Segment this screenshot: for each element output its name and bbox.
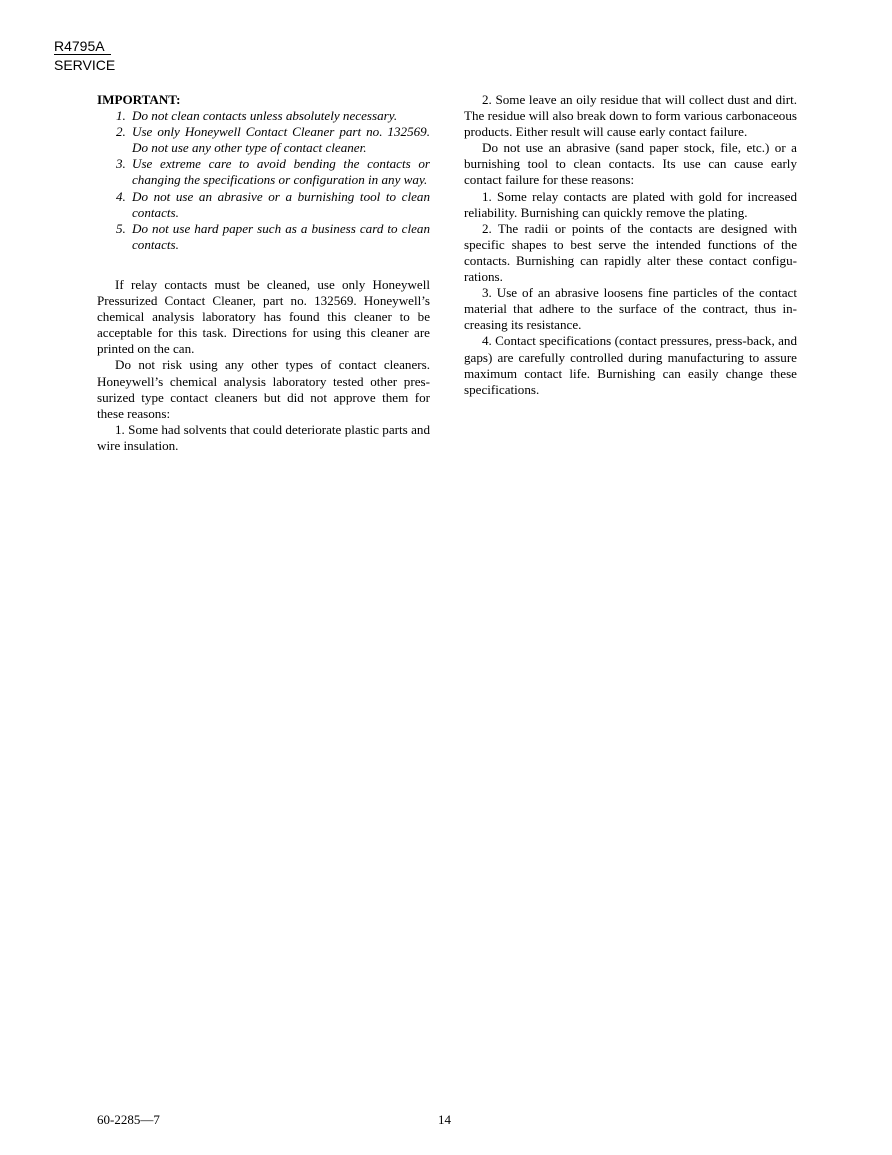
left-column [97, 92, 430, 454]
body-paragraph: 2. Some leave an oily residue that will collect dust and dirt. The residue will also break down to form various carbonaceous products. Either result will cause early contact failure. [464, 92, 797, 140]
model-number: R4795A [54, 39, 111, 55]
important-item: 1. Do not clean contacts unless absolutely necessary. [116, 108, 398, 124]
important-list [97, 108, 430, 253]
important-item: 3. Use extreme care to avoid bending the contacts or changing the specifications or configuration in any way. [116, 156, 430, 188]
document-number: 60-2285—7 [97, 1112, 160, 1127]
body-paragraph: 1. Some relay contacts are plated with gold for increased reliability. Burnishing can quickly remove the plating. [464, 188, 797, 220]
body-paragraph: 4. Contact specifications (contact pressures, press-back, and gaps) are carefully controlled during manufacturing to assure maximum contact life. Burnishing can easily change these specifications. [464, 333, 797, 397]
important-item: 2. Use only Honeywell Contact Cleaner part no. 132569. Do not use any other type of contact cleaner. [116, 124, 430, 156]
important-item: 5. Do not use hard paper such as a business card to clean contacts. [116, 220, 430, 252]
body-paragraph: Do not risk using any other types of contact cleaners. Honeywell’s chemical analysis laboratory tested other pressurized type contact cleaners but did not approve them for these reasons: [97, 357, 430, 421]
body-paragraph: If relay contacts must be cleaned, use only Honeywell Pressurized Contact Cleaner, part no. 132569. Honeywell’s chemical analysis laboratory has found this cleaner to be acceptable for this task. Directions for using this cleaner are printed on the can. [97, 276, 430, 357]
important-item: 4. Do not use an abrasive or a burnishing tool to clean contacts. [116, 188, 430, 220]
body-paragraph: 2. The radii or points of the contacts are designed with specific shapes to best serve the intended functions of the contacts. Burnishing can rapidly alter these contact configurations. [464, 220, 797, 285]
important-heading: IMPORTANT: [97, 92, 181, 107]
page-number: 14 [438, 1112, 451, 1127]
section-title: SERVICE [54, 57, 116, 73]
right-column [464, 92, 797, 398]
page-header [54, 38, 115, 74]
body-paragraph: 3. Use of an abrasive loosens fine particles of the contact material that adhere to the surface of the contract, thus increasing its resistance. [464, 285, 797, 333]
body-paragraph: Do not use an abrasive (sand paper stock, file, etc.) or a burnishing tool to clean contacts. Its use can cause early contact failure for these reasons: [464, 140, 797, 188]
body-paragraph: 1. Some had solvents that could deteriorate plastic parts and wire insulation. [97, 421, 430, 453]
